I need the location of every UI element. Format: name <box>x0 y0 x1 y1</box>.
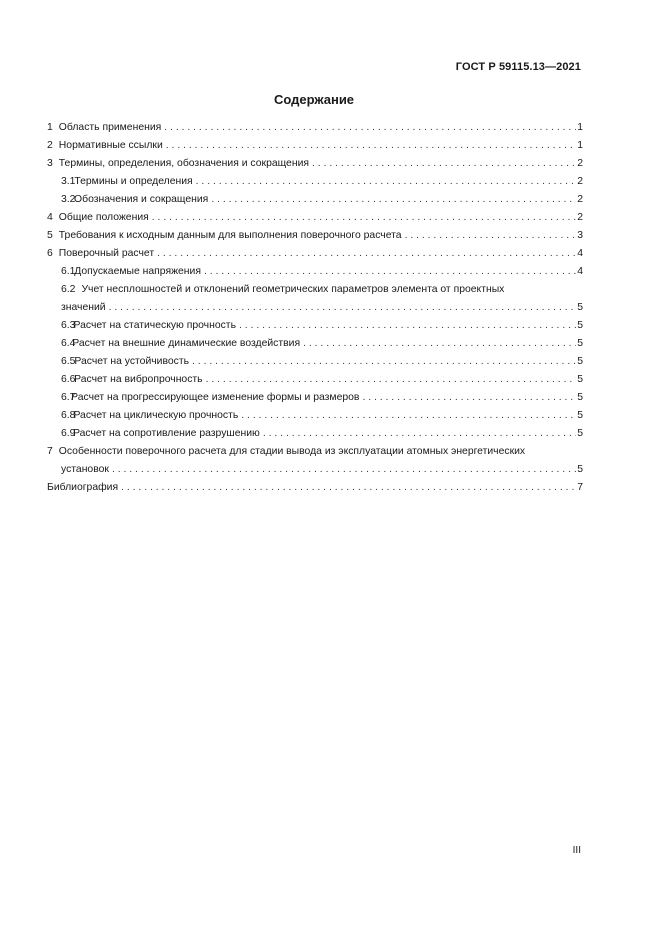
toc-entry-title: Требования к исходным данным для выполнения поверочного расчета <box>58 230 402 241</box>
toc-entry-6[interactable] <box>47 245 583 263</box>
toc-entry-number: 2 <box>47 140 53 151</box>
toc-entry-6-8[interactable] <box>47 407 583 425</box>
toc-entry-page: 2 <box>577 158 583 169</box>
toc-entry-number: 6.7 <box>61 392 76 403</box>
toc-entry-6-7[interactable] <box>47 389 583 407</box>
toc-entry-page: 4 <box>577 266 583 277</box>
toc-entry-6-5[interactable] <box>47 353 583 371</box>
toc-entry-title: Расчет на циклическую прочность <box>73 410 239 421</box>
dot-leader <box>303 335 576 353</box>
toc-entry-title: Область применения <box>58 122 162 133</box>
toc-entry-6-1[interactable] <box>47 263 583 281</box>
toc-entry-page: 1 <box>577 140 583 151</box>
toc-entry-number: 3 <box>47 158 53 169</box>
toc-entry-number: 3.2 <box>61 194 76 205</box>
toc-entry-3-2[interactable] <box>47 191 583 209</box>
toc-entry-1[interactable] <box>47 119 583 137</box>
toc-entry-number: 6.1 <box>61 266 76 277</box>
toc-entry-title: Допускаемые напряжения <box>74 266 201 277</box>
dot-leader <box>112 461 576 479</box>
toc-entry-page: 5 <box>577 356 583 367</box>
toc-entry-6-3[interactable] <box>47 317 583 335</box>
toc-heading: Содержание <box>273 92 355 107</box>
toc-entry-page: 7 <box>577 482 583 493</box>
toc-entry-3[interactable] <box>47 155 583 173</box>
toc-entry-number: 6.4 <box>61 338 76 349</box>
dot-leader <box>312 155 576 173</box>
toc-entry-number: 6.3 <box>61 320 76 331</box>
toc-entry-title: Обозначения и сокращения <box>74 194 209 205</box>
dot-leader <box>206 371 577 389</box>
toc-entry-page: 2 <box>577 212 583 223</box>
toc-entry-number: 5 <box>47 230 53 241</box>
toc-entry-page: 5 <box>577 464 583 475</box>
toc-entry-title: значений <box>61 302 106 313</box>
toc-entry-title: Расчет на устойчивость <box>74 356 190 367</box>
toc-entry-title: Термины, определения, обозначения и сокращения <box>58 158 310 169</box>
toc-entry-title: Особенности поверочного расчета для стадии вывода из эксплуатации атомных энергетических <box>58 446 526 457</box>
toc-entry-title: Библиография <box>47 482 119 493</box>
toc-entry-6-4[interactable] <box>47 335 583 353</box>
toc-entry-title: Расчет на вибропрочность <box>74 374 203 385</box>
toc-entry-title: Расчет на статическую прочность <box>73 320 236 331</box>
toc-entry-6-9[interactable] <box>47 425 583 443</box>
dot-leader <box>152 209 576 227</box>
toc-entry-page: 5 <box>577 410 583 421</box>
toc-entry-6-2-continuation[interactable] <box>47 299 583 317</box>
toc-entry-title: Расчет на сопротивление разрушению <box>73 428 260 439</box>
toc-entry-bibliography[interactable] <box>47 479 583 497</box>
toc-entry-number: 6.6 <box>61 374 76 385</box>
toc-entry-page: 1 <box>577 122 583 133</box>
toc-entry-title: Расчет на прогрессирующее изменение формы и размеров <box>71 392 360 403</box>
toc-entry-4[interactable] <box>47 209 583 227</box>
toc-entry-page: 2 <box>577 194 583 205</box>
toc-entry-page: 5 <box>577 302 583 313</box>
dot-leader <box>166 137 576 155</box>
toc-entry-title: Общие положения <box>58 212 149 223</box>
toc-entry-number: 6.8 <box>61 410 76 421</box>
toc-entry-number: 1 <box>47 122 53 133</box>
dot-leader <box>405 227 577 245</box>
dot-leader <box>164 119 576 137</box>
toc-entry-number: 6.2 <box>61 284 76 295</box>
toc-entry-page: 5 <box>577 428 583 439</box>
toc-entry-title: Поверочный расчет <box>58 248 155 259</box>
toc-entry-number: 6 <box>47 248 53 259</box>
toc-entry-number: 4 <box>47 212 53 223</box>
toc-entry-5[interactable] <box>47 227 583 245</box>
toc-entry-3-1[interactable] <box>47 173 583 191</box>
toc-entry-number: 7 <box>47 446 53 457</box>
table-of-contents <box>47 119 583 497</box>
dot-leader <box>157 245 576 263</box>
toc-entry-title: Нормативные ссылки <box>58 140 163 151</box>
dot-leader <box>239 317 576 335</box>
toc-entry-title: Учет несплошностей и отклонений геометрических параметров элемента от проектных <box>81 284 505 295</box>
toc-entry-page: 5 <box>577 320 583 331</box>
document-code: ГОСТ Р 59115.13—2021 <box>455 61 581 73</box>
dot-leader <box>109 299 577 317</box>
dot-leader <box>241 407 576 425</box>
toc-entry-number: 3.1 <box>61 176 76 187</box>
toc-entry-page: 3 <box>577 230 583 241</box>
toc-entry-page: 5 <box>577 392 583 403</box>
toc-entry-title: Расчет на внешние динамические воздействия <box>72 338 301 349</box>
page-number: III <box>572 845 581 856</box>
toc-entry-6-6[interactable] <box>47 371 583 389</box>
toc-entry-2[interactable] <box>47 137 583 155</box>
toc-entry-page: 5 <box>577 374 583 385</box>
dot-leader <box>362 389 576 407</box>
dot-leader <box>192 353 576 371</box>
toc-entry-page: 2 <box>577 176 583 187</box>
toc-entry-page: 5 <box>577 338 583 349</box>
toc-entry-title: установок <box>61 464 109 475</box>
dot-leader <box>204 263 576 281</box>
dot-leader <box>263 425 576 443</box>
toc-entry-number: 6.5 <box>61 356 76 367</box>
toc-entry-6-2[interactable] <box>47 281 583 299</box>
toc-entry-page: 4 <box>577 248 583 259</box>
dot-leader <box>211 191 576 209</box>
toc-entry-title: Термины и определения <box>74 176 193 187</box>
dot-leader <box>196 173 577 191</box>
dot-leader <box>121 479 576 497</box>
toc-entry-number: 6.9 <box>61 428 76 439</box>
toc-entry-7[interactable] <box>47 443 583 461</box>
toc-entry-7-continuation[interactable] <box>47 461 583 479</box>
